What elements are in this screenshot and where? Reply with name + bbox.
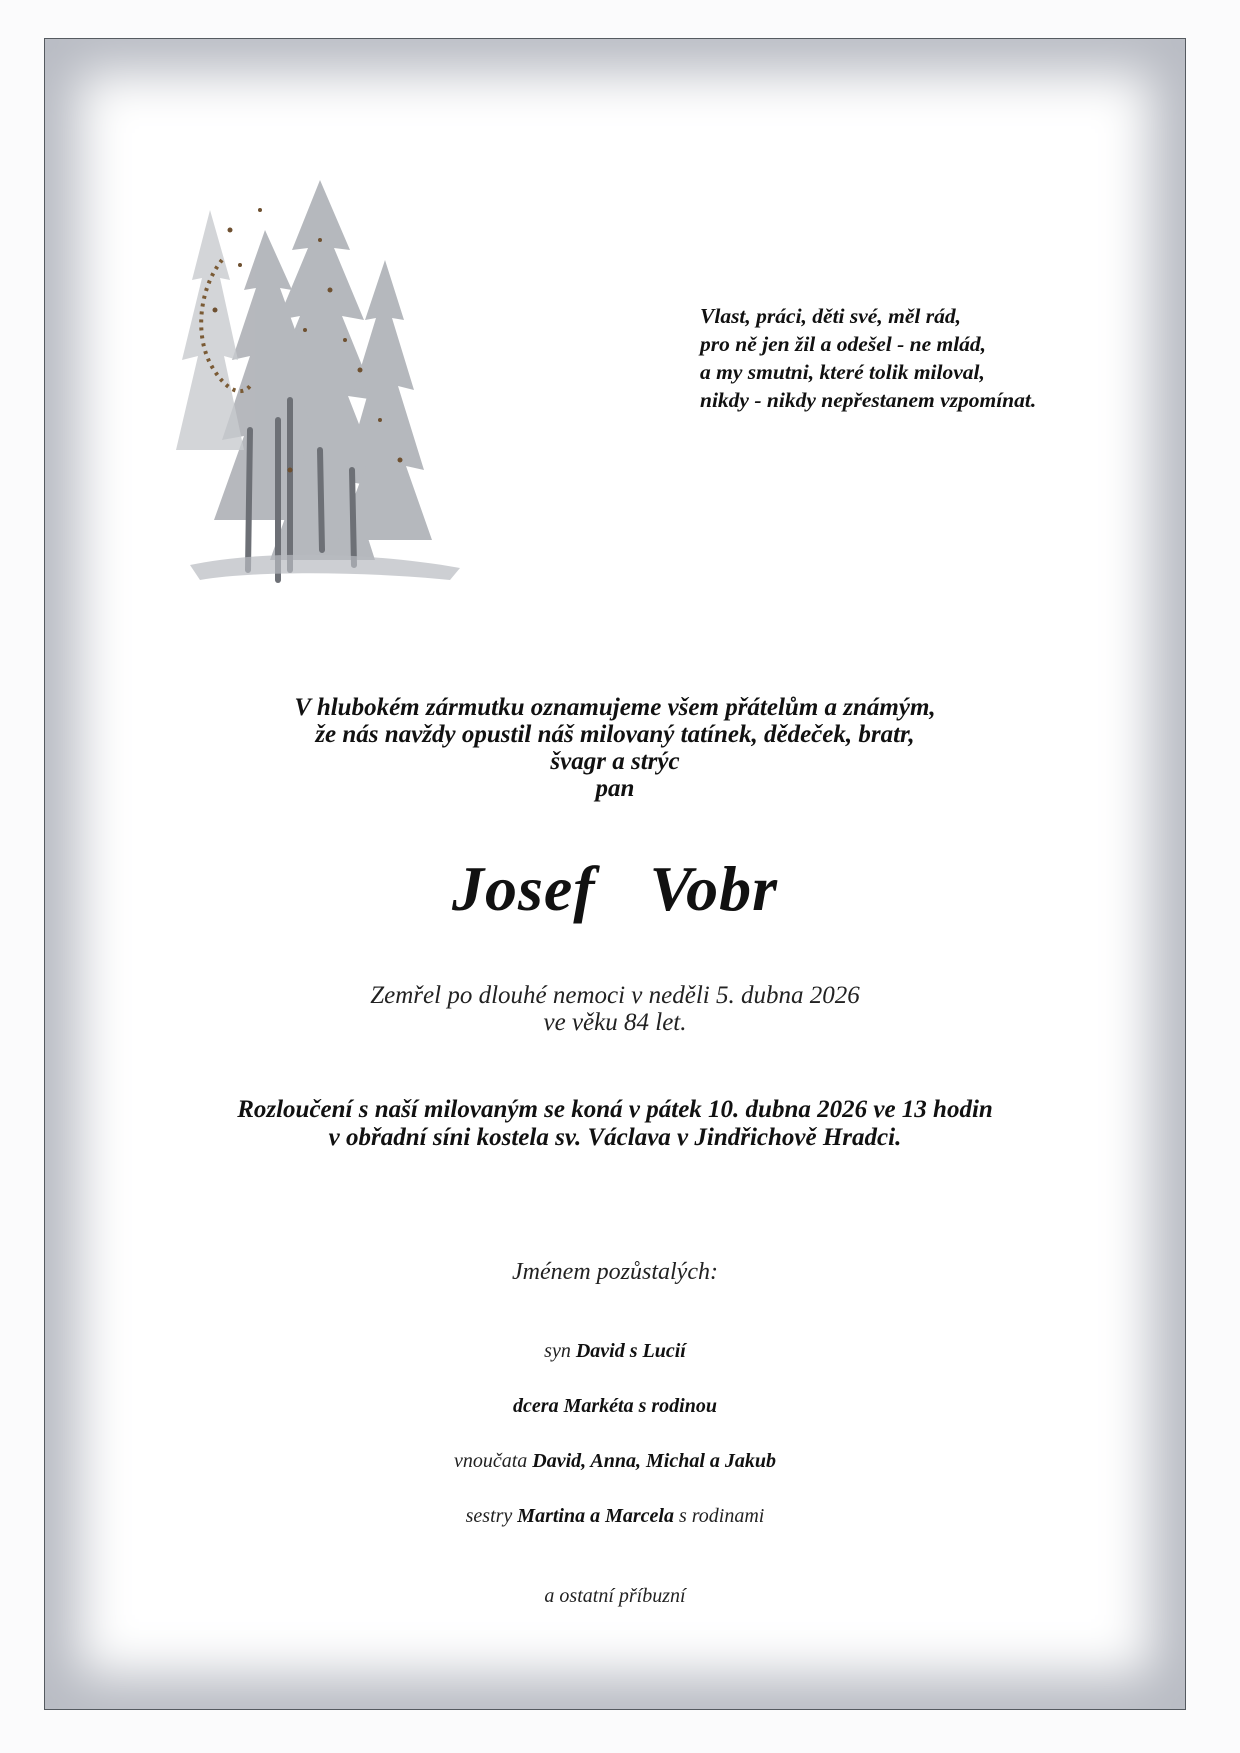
survivors-title: Jménem pozůstalých: — [512, 1259, 718, 1285]
pine-trees-illustration — [170, 170, 480, 640]
announcement-line: pan — [595, 775, 635, 802]
survivor-row — [44, 1395, 1186, 1418]
verse-line: pro ně jen žil a odešel - ne mlád, — [700, 332, 987, 356]
survivor-names: Martina a Marcela — [517, 1505, 674, 1527]
survivor-relation: syn — [544, 1340, 576, 1362]
survivor-row — [44, 1340, 1186, 1363]
announcement-text — [44, 694, 1186, 802]
announcement-line: švagr a strýc — [550, 748, 680, 775]
farewell-date-line: Rozloučení s naší milovaným se koná v pátek 10. dubna 2026 ve 13 hodin — [237, 1096, 993, 1123]
other-relatives: a ostatní příbuzní — [544, 1585, 686, 1607]
announcement-line: že nás navždy opustil náš milovaný tatínek, dědeček, bratr, — [315, 721, 915, 748]
survivor-names: David s Lucií — [575, 1340, 686, 1362]
announcement-line: V hlubokém zármutku oznamujeme všem přátelům a známým, — [294, 694, 936, 721]
farewell-notice — [44, 1096, 1186, 1152]
survivor-relation: vnoučata — [453, 1450, 533, 1472]
verse-line: nikdy - nikdy nepřestanem vzpomínat. — [700, 388, 1037, 412]
survivor-row — [44, 1450, 1186, 1473]
death-notice — [44, 982, 1186, 1036]
verse-line: Vlast, práci, děti své, měl rád, — [700, 304, 961, 328]
verse-line: a my smutni, které tolik miloval, — [700, 360, 985, 384]
survivor-row — [44, 1505, 1186, 1528]
survivor-names: David, Anna, Michal a Jakub — [532, 1450, 777, 1472]
memorial-verse — [700, 302, 1140, 414]
deceased-name: Josef Vobr — [451, 853, 779, 924]
death-age-line: ve věku 84 let. — [543, 1009, 687, 1036]
farewell-place-line: v obřadní síni kostela sv. Václava v Jindřichově Hradci. — [328, 1124, 902, 1151]
survivor-relation: sestry — [465, 1505, 518, 1527]
death-date-line: Zemřel po dlouhé nemoci v neděli 5. dubna 2026 — [370, 982, 860, 1009]
survivor-suffix: s rodinami — [673, 1505, 765, 1527]
survivor-names: dcera Markéta s rodinou — [513, 1395, 717, 1417]
